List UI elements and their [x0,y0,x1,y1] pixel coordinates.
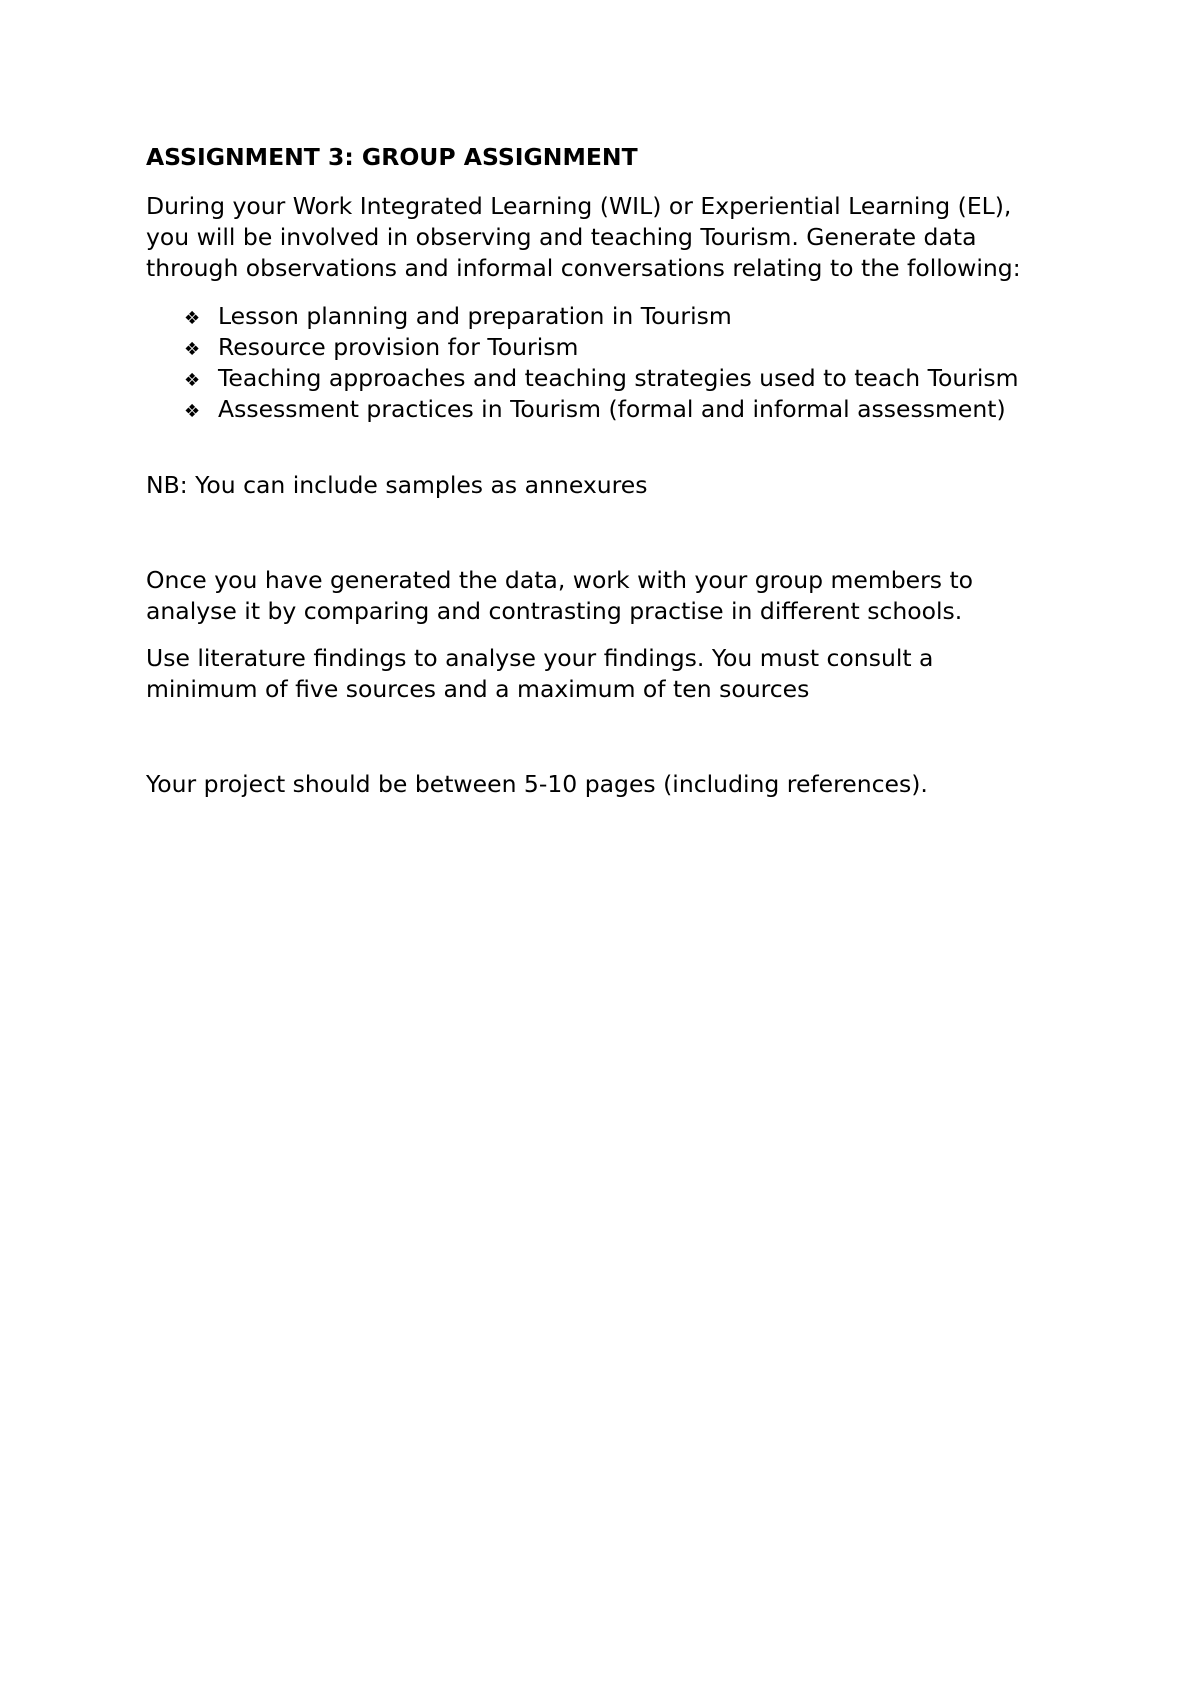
analysis-paragraph [146,565,1106,627]
nb-note: NB: You can include samples as annexures [146,471,648,499]
diamond-bullet-icon: ❖ [184,401,201,422]
list-item [184,364,1106,395]
analysis-line: Once you have generated the data, work with your group members to [146,566,974,594]
list-item [184,302,1106,333]
diamond-bullet-icon: ❖ [184,370,201,391]
intro-line: through observations and informal conversations relating to the following: [146,254,1021,282]
list-item-text: Resource provision for Tourism [218,333,579,361]
intro-line: During your Work Integrated Learning (WIL) or Experiential Learning (EL), [146,192,1012,220]
list-item-text: Lesson planning and preparation in Tourism [218,302,732,330]
list-item [184,333,1106,364]
list-item-text: Assessment practices in Tourism (formal and informal assessment) [218,395,1006,423]
assignment-title: ASSIGNMENT 3: GROUP ASSIGNMENT [146,143,638,171]
list-item-text: Teaching approaches and teaching strategies used to teach Tourism [218,364,1019,392]
topic-list [146,302,1106,426]
analysis-line: analyse it by comparing and contrasting practise in different schools. [146,597,963,625]
project-length-note: Your project should be between 5-10 pages (including references). [146,770,928,798]
intro-line: you will be involved in observing and teaching Tourism. Generate data [146,223,977,251]
diamond-bullet-icon: ❖ [184,339,201,360]
document-body [146,142,1106,800]
literature-line: minimum of five sources and a maximum of ten sources [146,675,810,703]
list-item [184,395,1106,426]
literature-paragraph [146,643,1106,705]
intro-paragraph [146,191,1106,284]
literature-line: Use literature findings to analyse your findings. You must consult a [146,644,934,672]
diamond-bullet-icon: ❖ [184,308,201,329]
